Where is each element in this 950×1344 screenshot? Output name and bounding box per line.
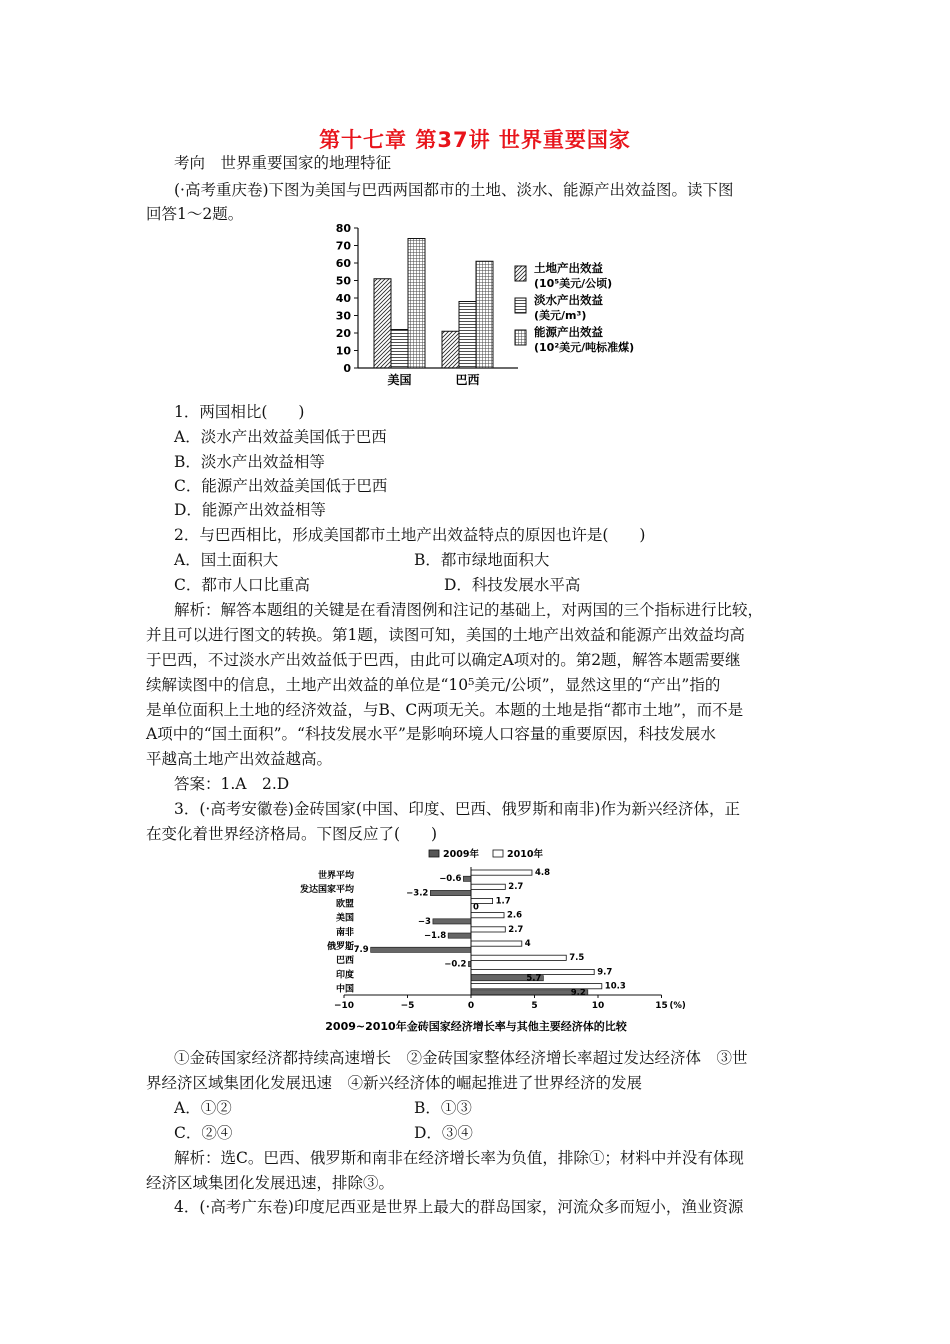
bar-2009 [371,947,471,952]
analysis-line: 续解读图中的信息，土地产出效益的单位是“10⁵美元/公顷”，显然这里的“产出”指的 [146,676,721,694]
data-label-2010: 4.8 [534,868,551,878]
intro-line: 回答1～2题。 [146,205,244,223]
y-tick-label: 60 [335,257,351,270]
category-label: 世界平均 [317,871,354,881]
bar [374,279,391,368]
legend-swatch [515,330,526,345]
question-1-option: B．淡水产出效益相等 [174,453,325,471]
legend-unit: (美元/m³) [534,309,587,322]
bar [391,330,408,369]
data-label-2010: 1.7 [495,896,511,907]
x-tick-label: 15 [655,1001,668,1011]
data-label-2009: −3 [417,916,431,927]
x-tick-label: −10 [333,1001,355,1011]
category-label: 巴西 [455,373,480,387]
bar [442,331,459,368]
legend-label: 能源产出效益 [534,325,603,339]
intro-line: (·高考重庆卷)下图为美国与巴西两国都市的土地、淡水、能源产出效益图。读下图 [174,181,734,199]
category-label: 发达国家平均 [299,885,354,896]
legend-label: 2009年 [443,849,479,860]
answer-line: 答案：1.A 2.D [174,775,290,793]
page-title: 第十七章 第37讲 世界重要国家 [319,128,631,152]
data-label-2010: 2.6 [507,910,523,921]
analysis-line: 并且可以进行图文的转换。第1题，读图可知，美国的土地产出效益和能源产出效益均高 [146,626,745,644]
section-heading: 考向 世界重要国家的地理特征 [174,154,392,172]
bar [459,302,476,369]
data-label-2010: 4 [524,939,531,949]
data-label-2009: −1.8 [423,931,447,941]
question-2-option: C．都市人口比重高 [174,576,310,594]
data-label-2009: −0.2 [444,959,467,970]
bar-2009 [430,890,471,895]
question-2-stem: 2．与巴西相比，形成美国都市土地产出效益特点的原因也许是( ) [174,526,646,544]
legend-swatch [429,850,439,857]
analysis-line: 是单位面积上土地的经济效益，与B、C两项无关。本题的土地是指“都市土地”，而不是 [146,701,744,719]
legend-label: 2010年 [507,849,543,860]
category-label: 俄罗斯 [326,942,354,952]
question-2-option: D．科技发展水平高 [444,576,581,594]
bar-2010 [471,884,505,889]
question-3-statements: 界经济区域集团化发展迅速 ④新兴经济体的崛起推进了世界经济的发展 [146,1074,643,1092]
bar [408,239,425,369]
category-label: 美国 [335,913,354,924]
data-label-2009: −7.9 [346,945,369,956]
y-tick-label: 80 [335,222,351,235]
y-tick-label: 20 [335,327,351,340]
legend-swatch [515,298,526,313]
legend-label: 土地产出效益 [534,261,603,275]
category-label: 巴西 [335,956,354,967]
y-tick-label: 50 [335,274,351,288]
data-label-2010: 10.3 [604,981,626,992]
bar-2010 [471,870,532,875]
analysis-line: 经济区域集团化发展迅速，排除③。 [146,1174,395,1192]
question-1-option: C．能源产出效益美国低于巴西 [174,477,388,495]
analysis-line: 平越高土地产出效益越高。 [146,750,333,768]
question-1-option: D．能源产出效益相等 [174,501,326,519]
x-tick-label: 5 [531,1001,538,1011]
data-label-2009: 9.2 [570,987,586,998]
legend-label: 淡水产出效益 [534,293,603,307]
legend-swatch [493,850,503,857]
data-label-2009: −3.2 [406,888,429,899]
x-unit: (%) [669,1001,686,1011]
bar-2009 [433,919,471,924]
x-tick-label: 10 [591,1001,605,1011]
analysis-line: 解析：解答本题组的关键是在看清图例和注记的基础上，对两国的三个指标进行比较， [174,601,764,619]
question-3-option: B．①③ [414,1099,472,1117]
bar [476,261,493,368]
analysis-line: A项中的“国土面积”。“科技发展水平”是影响环境人口容量的重要原因，科技发展水 [146,725,716,743]
analysis-line: 于巴西，不过淡水产出效益低于巴西，由此可以确定A项对的。第2题，解答本题需要继 [146,651,741,669]
bar-2009 [448,933,471,938]
question-3-statements: ①金砖国家经济都持续高速增长 ②金砖国家整体经济增长率超过发达经济体 ③世 [174,1049,748,1067]
analysis-line: 解析：选C。巴西、俄罗斯和南非在经济增长率为负值，排除①；材料中并没有体现 [174,1149,744,1167]
legend-unit: (10⁵美元/公顷) [534,277,613,290]
y-tick-label: 30 [335,309,351,323]
question-3-option: A．①② [174,1099,232,1117]
data-label-2010: 7.5 [569,953,585,964]
question-3-stem: 3．(·高考安徽卷)金砖国家(中国、印度、巴西、俄罗斯和南非)作为新兴经济体，正 [174,800,740,818]
data-label-2010: 2.7 [508,882,524,893]
category-label: 美国 [387,373,412,387]
bar-2010 [471,941,522,946]
category-label: 南非 [335,927,354,938]
bar-2010 [471,913,504,918]
bar-2009 [463,876,471,881]
y-tick-label: 70 [335,239,351,253]
y-tick-label: 40 [335,292,351,305]
legend-swatch [515,266,526,281]
chart-title: 2009~2010年金砖国家经济增长率与其他主要经济体的比较 [325,1020,627,1033]
data-label-2010: 9.7 [597,967,613,978]
data-label-2010: 2.7 [508,924,524,935]
question-2-option: A．国土面积大 [174,551,279,569]
category-label: 欧盟 [335,899,354,910]
question-1-stem: 1．两国相比( ) [174,403,305,421]
category-label: 中国 [335,984,354,995]
legend-unit: (10²美元/吨标准煤) [534,341,635,354]
x-tick-label: 0 [467,1001,475,1011]
data-label-2009: 5.7 [526,973,542,984]
data-label-2009: −0.6 [439,874,462,885]
question-4-stem: 4．(·高考广东卷)印度尼西亚是世界上最大的群岛国家，河流众多而短小，渔业资源 [174,1198,744,1216]
question-1-option: A．淡水产出效益美国低于巴西 [174,428,387,446]
question-2-option: B．都市绿地面积大 [414,551,550,569]
question-3-option: C．②④ [174,1124,233,1142]
question-3-stem: 在变化着世界经济格局。下图反应了( ) [146,825,438,843]
bar-chart-brics-growth [290,845,710,1035]
question-3-option: D．③④ [414,1124,473,1142]
category-label: 印度 [335,970,354,981]
y-tick-label: 10 [335,344,351,358]
x-tick-label: −5 [400,1001,415,1011]
bar-2010 [471,927,505,932]
y-tick-label: 0 [343,362,351,375]
bar-2010 [471,955,566,960]
data-label-2009: 0 [473,902,479,913]
bar-chart-us-brazil [322,218,662,388]
